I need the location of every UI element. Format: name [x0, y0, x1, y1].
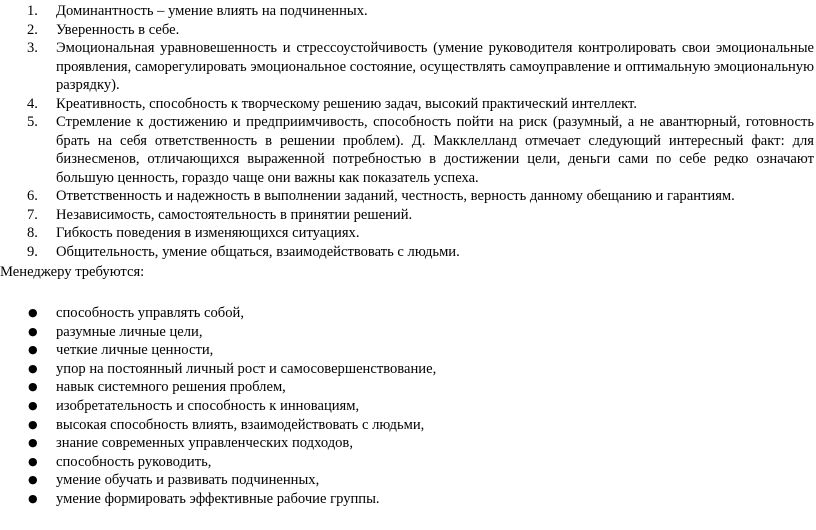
list-item-text: высокая способность влиять, взаимодействовать с людьми,: [56, 416, 425, 433]
bullet-icon: ●: [28, 417, 38, 431]
bullet-list-item: [0, 397, 816, 416]
list-item-text: Доминантность – умение влиять на подчиненных.: [56, 3, 368, 19]
list-item-text: умение обучать и развивать подчиненных,: [56, 472, 320, 489]
list-number: 4.: [27, 95, 38, 112]
bullet-icon: ●: [28, 324, 38, 338]
list-number: 6.: [27, 188, 38, 204]
numbered-list-item: [0, 2, 816, 21]
bullet-list-item: [0, 416, 816, 435]
section-heading: Менеджеру требуются:: [0, 264, 145, 280]
list-item-text: Уверенность в себе.: [56, 21, 180, 38]
numbered-list-item: [0, 243, 816, 262]
bullet-list-item: [0, 378, 816, 397]
bullet-icon: ●: [28, 306, 38, 319]
list-item-text: навык системного решения проблем,: [56, 379, 286, 396]
list-item-text: четкие личные ценности,: [56, 342, 214, 359]
numbered-list-item: [0, 206, 816, 225]
list-item-text: способность руководить,: [56, 453, 212, 470]
bullet-list-item: [0, 453, 816, 472]
bullet-list-item: [0, 323, 816, 342]
numbered-list-item: [0, 95, 816, 114]
bullet-icon: ●: [28, 473, 38, 487]
bullet-icon: ●: [28, 398, 38, 412]
list-item-text: Стремление к достижению и предприимчивость, способность пойти на риск (разумный, а не авантюрный, готовность брать на себя ответственность в решении проблем). Д. Макклелланд отмечает следующий интересный факт: для бизнесменов, отличающихся выраженной потребностью в достижении цели, деньги сами по себе редко означают большую ценность, гораздо чаще они важны как показатель успеха.: [56, 114, 814, 186]
bullet-icon: ●: [28, 380, 38, 394]
list-number: 5.: [27, 114, 38, 130]
numbered-list-item: [0, 187, 816, 206]
bullet-icon: ●: [28, 491, 38, 505]
list-item-text: разумные личные цели,: [56, 323, 203, 340]
list-number: 7.: [27, 206, 38, 223]
numbered-list-item: [0, 224, 816, 243]
list-number: 9.: [27, 243, 38, 260]
bullet-list-item: [0, 471, 816, 490]
list-item-text: способность управлять собой,: [56, 305, 244, 321]
list-item-text: Ответственность и надежность в выполнении заданий, честность, верность данному обещанию и гарантиям.: [56, 188, 735, 204]
bullet-list-item: [0, 490, 816, 509]
numbered-list-item: [0, 39, 816, 95]
list-item-text: Гибкость поведения в изменяющихся ситуациях.: [56, 225, 360, 241]
list-item-text: Эмоциональная уравновешенность и стрессоустойчивость (умение руководителя контролировать свои эмоциональные проявления, саморегулировать эмоциональное состояние, осуществлять самоуправление и оптимальную эмоциональную разрядку).: [56, 40, 814, 93]
list-number: 2.: [27, 21, 38, 38]
list-number: 8.: [27, 225, 38, 241]
list-item-text: знание современных управленческих подходов,: [56, 435, 353, 452]
qualities-numbered-list: [0, 2, 816, 261]
bullet-icon: ●: [28, 361, 38, 375]
list-number: 3.: [27, 40, 38, 56]
bullet-list-item: [0, 434, 816, 453]
list-item-text: Креативность, способность к творческому решению задач, высокий практический интеллект.: [56, 95, 637, 112]
list-item-text: Независимость, самостоятельность в принятии решений.: [56, 206, 413, 223]
bullet-list-item: [0, 304, 816, 323]
list-item-text: упор на постоянный личный рост и самосовершенствование,: [56, 360, 437, 377]
bullet-icon: ●: [28, 454, 38, 468]
numbered-list-item: [0, 21, 816, 40]
list-number: 1.: [27, 3, 38, 19]
list-item-text: изобретательность и способность к инновациям,: [56, 397, 360, 414]
requirements-bullet-list: [0, 304, 816, 509]
numbered-list-item: [0, 113, 816, 187]
bullet-list-item: [0, 360, 816, 379]
list-item-text: умение формировать эффективные рабочие группы.: [56, 490, 380, 507]
bullet-list-item: [0, 341, 816, 360]
list-item-text: Общительность, умение общаться, взаимодействовать с людьми.: [56, 243, 460, 260]
bullet-icon: ●: [28, 436, 38, 450]
bullet-icon: ●: [28, 343, 38, 357]
